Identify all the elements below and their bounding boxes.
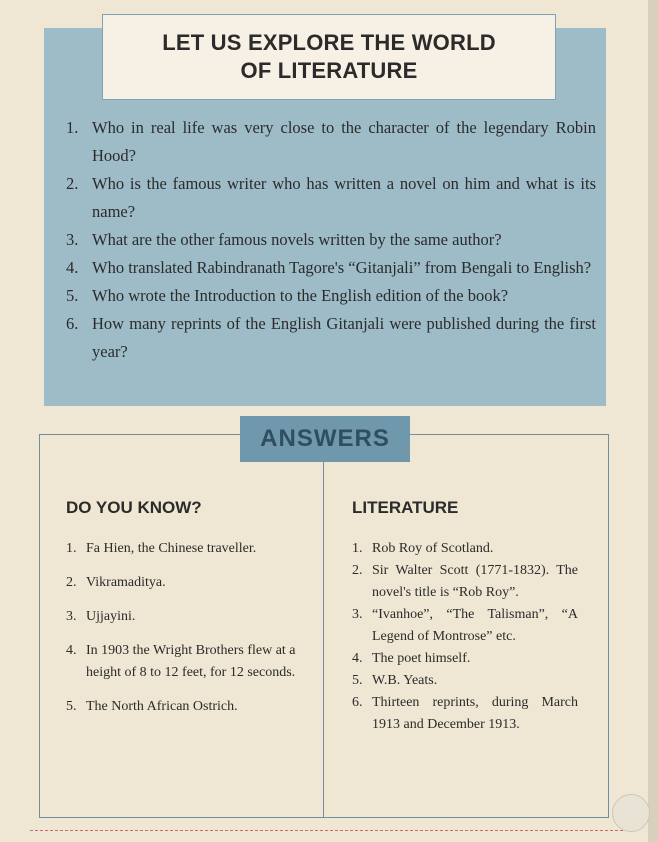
question-text: How many reprints of the English Gitanjali were published during the first year? (92, 314, 596, 361)
item-number: 3. (66, 609, 77, 624)
item-text: Ujjayini. (86, 609, 136, 624)
item-number: 1. (66, 541, 77, 556)
question-text: Who wrote the Introduction to the English edition of the book? (92, 286, 509, 305)
question-item (66, 310, 596, 366)
question-text: Who is the famous writer who has written a novel on him and what is its name? (92, 174, 596, 221)
item-number: 3. (352, 607, 363, 622)
bottom-dashed-rule (30, 830, 628, 831)
list-item (352, 604, 578, 648)
answers-label (240, 416, 410, 462)
answers-label-text: ANSWERS (260, 425, 390, 452)
page-title (102, 14, 556, 100)
literature-heading: LITERATURE (352, 498, 459, 517)
title-line-2: OF LITERATURE (240, 58, 418, 83)
watermark-badge-icon (612, 794, 650, 832)
list-item (66, 572, 312, 594)
question-text: What are the other famous novels written by the same author? (92, 230, 502, 249)
question-number: 3. (66, 230, 79, 249)
item-number: 1. (352, 541, 363, 556)
question-number: 1. (66, 118, 79, 137)
page-edge (648, 0, 658, 842)
list-item (352, 692, 578, 736)
question-number: 6. (66, 314, 79, 333)
question-item (66, 226, 596, 254)
question-item (66, 114, 596, 170)
item-text: W.B. Yeats. (372, 673, 438, 688)
list-item (66, 696, 312, 718)
item-text: Rob Roy of Scotland. (372, 541, 494, 556)
do-you-know-list (66, 538, 312, 730)
list-item (352, 648, 578, 670)
item-text: Sir Walter Scott (1771-1832). The novel's title is “Rob Roy”. (372, 563, 578, 600)
list-item (352, 670, 578, 692)
question-item (66, 282, 596, 310)
item-number: 2. (66, 575, 77, 590)
item-number: 4. (66, 643, 77, 658)
item-number: 4. (352, 651, 363, 666)
question-number: 2. (66, 174, 79, 193)
item-text: “Ivanhoe”, “The Talisman”, “A Legend of Montrose” etc. (372, 607, 578, 644)
question-number: 4. (66, 258, 79, 277)
do-you-know-heading: DO YOU KNOW? (66, 498, 202, 517)
item-text: In 1903 the Wright Brothers flew at a height of 8 to 12 feet, for 12 seconds. (86, 643, 296, 680)
literature-list (352, 538, 578, 736)
question-item (66, 170, 596, 226)
item-number: 2. (352, 563, 363, 578)
column-divider (323, 434, 324, 818)
question-number: 5. (66, 286, 79, 305)
item-number: 5. (352, 673, 363, 688)
item-text: The North African Ostrich. (86, 699, 238, 714)
list-item (66, 538, 312, 560)
question-text: Who in real life was very close to the character of the legendary Robin Hood? (92, 118, 596, 165)
list-item (352, 560, 578, 604)
item-text: Vikramaditya. (86, 575, 166, 590)
list-item (66, 640, 312, 684)
list-item (352, 538, 578, 560)
item-number: 5. (66, 699, 77, 714)
list-item (66, 606, 312, 628)
question-item (66, 254, 596, 282)
item-text: Thirteen reprints, during March 1913 and December 1913. (372, 695, 578, 732)
item-text: Fa Hien, the Chinese traveller. (86, 541, 257, 556)
item-number: 6. (352, 695, 363, 710)
question-list (66, 114, 596, 366)
item-text: The poet himself. (372, 651, 471, 666)
title-line-1: LET US EXPLORE THE WORLD (162, 30, 496, 55)
question-text: Who translated Rabindranath Tagore's “Gitanjali” from Bengali to English? (92, 258, 592, 277)
